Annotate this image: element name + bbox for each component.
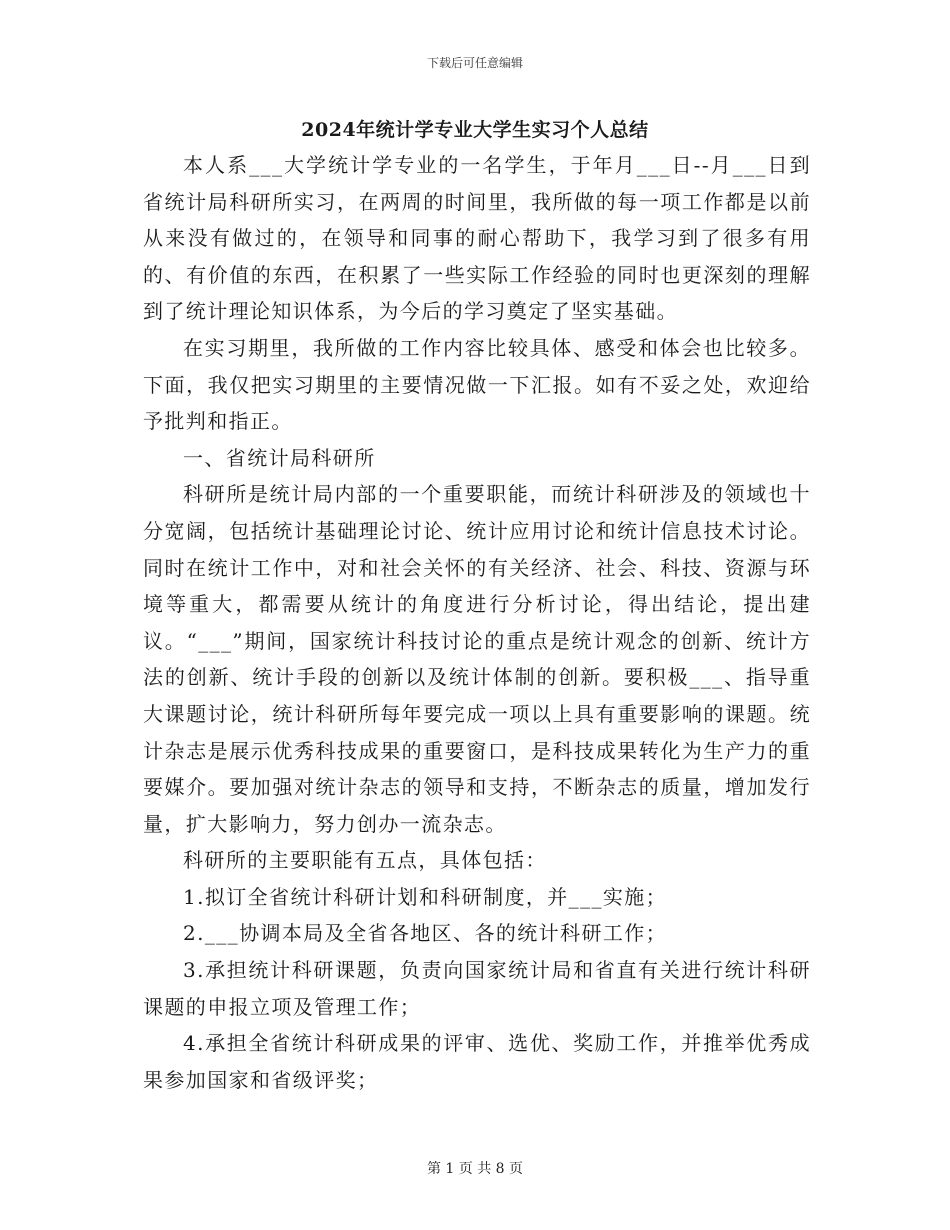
list-item-3: 3.承担统计科研课题，负责向国家统计局和省直有关进行统计科研课题的申报立项及管理工作；	[143, 958, 811, 1019]
paragraph-institute-description: 科研所是统计局内部的一个重要职能，而统计科研涉及的领域也十分宽阔，包括统计基础理论讨论、统计应用讨论和统计信息技术讨论。同时在统计工作中，对和社会关怀的有关经济、社会、科技、资源与环境等重大，都需要从统计的角度进行分析讨论，得出结论，提出建议。“___”期间，国家统计科技讨论的重点是统计观念的创新、统计方法的创新、统计手段的创新以及统计体制的创新。要积极___、指导重大课题讨论，统计科研所每年要完成一项以上具有重要影响的课题。统计杂志是展示优秀科技成果的重要窗口，是科技成果转化为生产力的重要媒介。要加强对统计杂志的领导和支持，不断杂志的质量，增加发行量，扩大影响力，努力创办一流杂志。	[143, 482, 811, 836]
section-heading: 一、省统计局科研所	[183, 445, 376, 470]
list-item-4: 4.承担全省统计科研成果的评审、选优、奖励工作，并推举优秀成果参加国家和省级评奖；	[143, 1031, 811, 1092]
document-title: 2024年统计学专业大学生实习个人总结	[301, 119, 649, 141]
paragraph-functions-intro: 科研所的主要职能有五点，具体包括：	[183, 848, 547, 873]
document-body	[143, 147, 811, 1098]
page-number-footer: 第 1 页 共 8 页	[426, 1161, 524, 1177]
list-item-1: 1.拟订全省统计科研计划和科研制度，并___实施；	[183, 884, 668, 909]
list-item-2: 2.___协调本局及全省各地区、各的统计科研工作；	[183, 921, 668, 946]
paragraph-intro: 本人系___大学统计学专业的一名学生，于年月___日--月___日到省统计局科研所实习，在两周的时间里，我所做的每一项工作都是以前从来没有做过的，在领导和同事的耐心帮助下，我学习到了很多有用的、有价值的东西，在积累了一些实际工作经验的同时也更深刻的理解到了统计理论知识体系，为今后的学习奠定了坚实基础。	[143, 153, 811, 324]
paragraph-internship-overview: 在实习期里，我所做的工作内容比较具体、感受和体会也比较多。下面，我仅把实习期里的主要情况做一下汇报。如有不妥之处，欢迎给予批判和指正。	[143, 335, 811, 434]
header-note: 下载后可任意编辑	[426, 56, 523, 70]
